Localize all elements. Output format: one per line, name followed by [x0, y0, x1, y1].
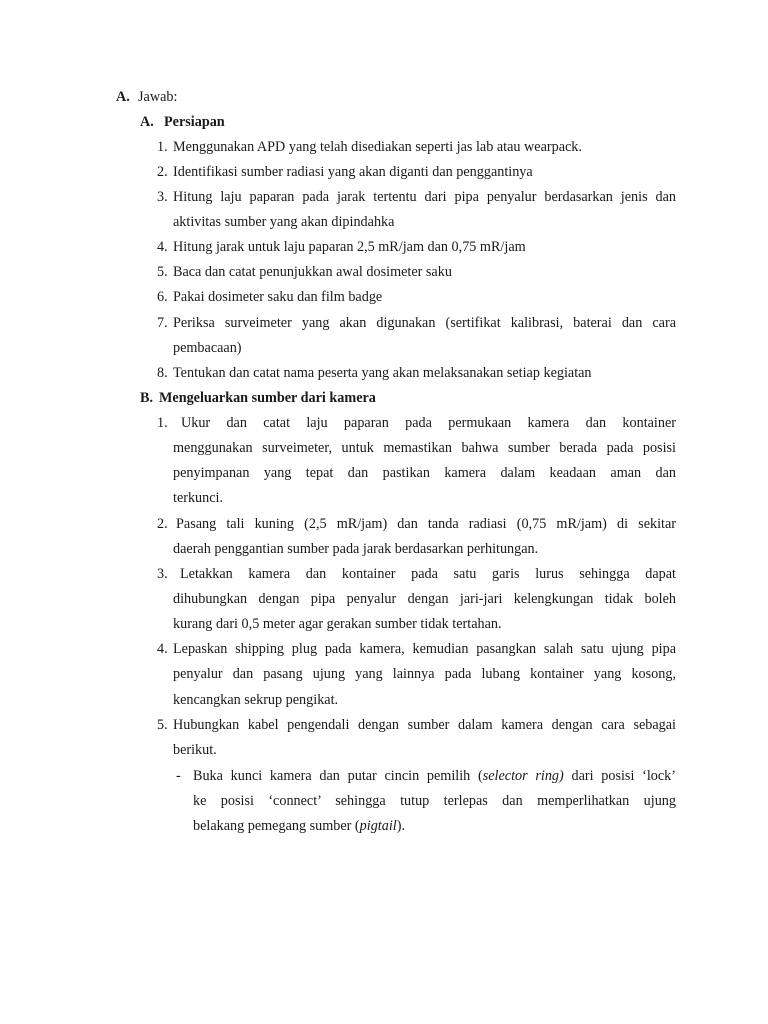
section-b-title: Mengeluarkan sumber dari kamera	[159, 390, 376, 406]
list-item-text: terkunci.	[173, 490, 224, 506]
list-item-text: Pasang tali kuning (2,5 mR/jam) dan tanda radiasi (0,75 mR/jam) di sekitar	[176, 516, 676, 532]
list-item-text: Hitung jarak untuk laju paparan 2,5 mR/jam dan 0,75 mR/jam	[173, 239, 526, 255]
list-item-text: Hitung laju paparan pada jarak tertentu dari pipa penyalur berdasarkan jenis dan	[173, 189, 676, 205]
list-item-number: 4.	[157, 239, 168, 255]
sub-item-term-pigtail: pigtail	[359, 818, 397, 834]
list-item-number: 6.	[157, 289, 168, 305]
sub-item-line-2: ke posisi ‘connect’ sehingga tutup terlepas dan memperlihatkan ujung	[193, 793, 676, 809]
list-item-text: daerah penggantian sumber pada jarak berdasarkan perhitungan.	[173, 541, 539, 557]
list-item-number: 5.	[157, 717, 168, 733]
list-item-number: 3.	[157, 189, 168, 205]
answer-marker: A.	[116, 89, 130, 105]
sub-item-dash: -	[176, 768, 181, 784]
list-item-number: 4.	[157, 641, 168, 657]
list-item-text: Ukur dan catat laju paparan pada permukaan kamera dan kontainer	[181, 415, 676, 431]
list-item-text: penyalur dan pasang ujung yang lainnya pada lubang kontainer yang kosong,	[173, 666, 676, 682]
section-a-title: Persiapan	[164, 114, 225, 130]
list-item-text: menggunakan surveimeter, untuk memastikan bahwa sumber berada pada posisi	[173, 440, 676, 456]
list-item-number: 1.	[157, 139, 168, 155]
list-item-text: Hubungkan kabel pengendali dengan sumber dalam kamera dengan cara sebagai	[173, 717, 676, 733]
list-item-text: aktivitas sumber yang akan dipindahka	[173, 214, 395, 230]
list-item-number: 8.	[157, 365, 168, 381]
list-item-number: 2.	[157, 516, 168, 532]
list-item-text: pembacaan)	[173, 340, 242, 356]
list-item-number: 2.	[157, 164, 168, 180]
list-item-text: penyimpanan yang tepat dan pastikan kamera dalam keadaan aman dan	[173, 465, 676, 481]
list-item-text: Lepaskan shipping plug pada kamera, kemudian pasangkan salah satu ujung pipa	[173, 641, 676, 657]
section-a-marker: A.	[140, 114, 154, 130]
sub-item-line-3: belakang pemegang sumber (pigtail).	[193, 818, 405, 834]
list-item-number: 3.	[157, 566, 168, 582]
list-item-text: Periksa surveimeter yang akan digunakan (sertifikat kalibrasi, baterai dan cara	[173, 315, 676, 331]
section-b-marker: B.	[140, 390, 154, 406]
list-item-number: 1.	[157, 415, 168, 431]
list-item-text: Tentukan dan catat nama peserta yang akan melaksanakan setiap kegiatan	[173, 365, 592, 381]
list-item-text: berikut.	[173, 742, 217, 758]
list-item-text: Pakai dosimeter saku dan film badge	[173, 289, 383, 305]
list-item-text: kencangkan sekrup pengikat.	[173, 692, 339, 708]
list-item-text: Baca dan catat penunjukkan awal dosimeter saku	[173, 264, 452, 280]
list-item-text: kurang dari 0,5 meter agar gerakan sumber tidak tertahan.	[173, 616, 502, 632]
list-item-number: 7.	[157, 315, 168, 331]
sub-item-line-1: Buka kunci kamera dan putar cincin pemilih (selector ring) dari posisi ‘lock’	[193, 768, 676, 784]
list-item-text: dihubungkan dengan pipa penyalur dengan jari-jari kelengkungan tidak boleh	[173, 591, 676, 607]
answer-label: Jawab:	[138, 89, 178, 105]
list-item-text: Identifikasi sumber radiasi yang akan diganti dan penggantinya	[173, 164, 533, 180]
list-item-number: 5.	[157, 264, 168, 280]
list-item-text: Letakkan kamera dan kontainer pada satu garis lurus sehingga dapat	[180, 566, 676, 582]
list-item-text: Menggunakan APD yang telah disediakan seperti jas lab atau wearpack.	[173, 139, 582, 155]
sub-item-term-selector-ring: selector ring)	[482, 768, 564, 784]
